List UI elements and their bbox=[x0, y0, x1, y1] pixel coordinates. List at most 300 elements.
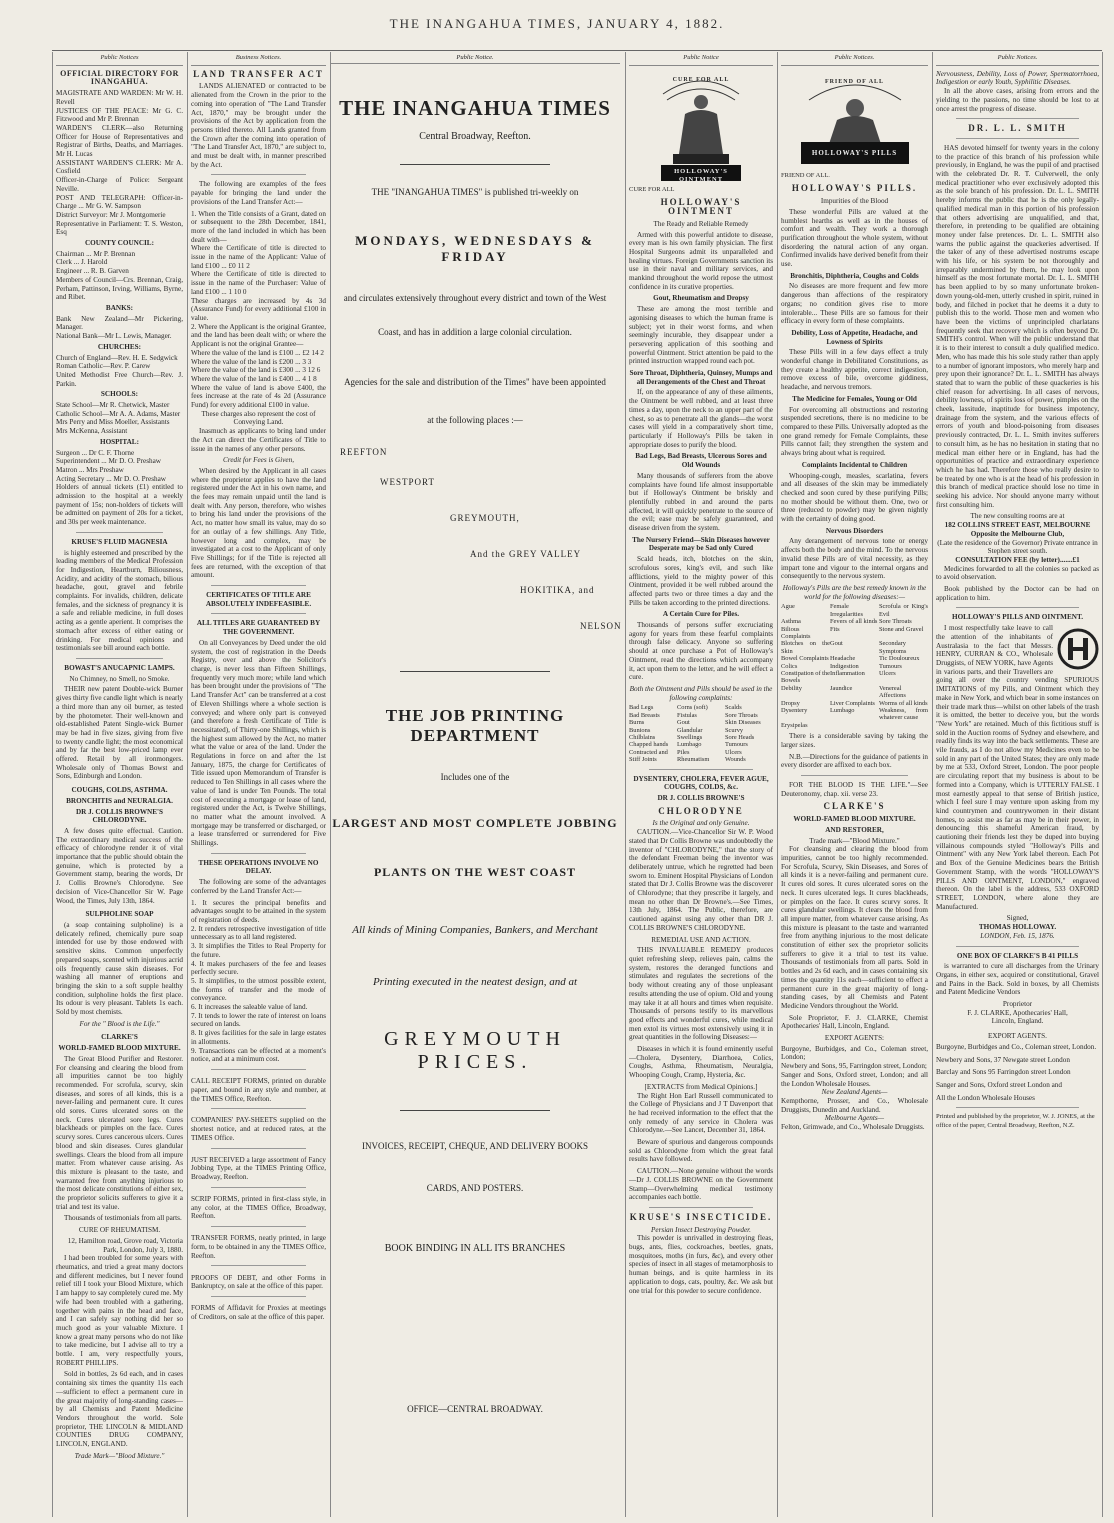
churches-line: Roman Catholic—Rev. P. Carew bbox=[56, 362, 151, 371]
holloway-title: HOLLOWAY'S PILLS AND OINTMENT. bbox=[952, 613, 1083, 622]
ointment-sub: The Ready and Reliable Remedy bbox=[653, 219, 749, 228]
complaint: Lumbago bbox=[677, 741, 702, 749]
bronchitis-text: No diseases are more frequent and few more dangerous than affections of the respiratory organs; no condition gives rise to more intolerable... These Pills are so famous for their efficacy in every form of these complaints. bbox=[781, 282, 928, 326]
separator bbox=[211, 613, 306, 614]
fees-intro: The following are examples of the fees payable for bringing the land under the provisions of the Land Transfer Act:— bbox=[191, 180, 326, 206]
county-line: Chairman ... Mr P. Brennan bbox=[56, 249, 136, 258]
column-public-notices-3 bbox=[936, 54, 1099, 1514]
column-rule bbox=[187, 52, 188, 1517]
churches-line: United Methodist Free Church—Rev. J. Parkin. bbox=[56, 370, 183, 388]
places-intro: at the following places :— bbox=[427, 415, 523, 425]
export-line: Newbery and Sons, 95, Farringdon street, London; bbox=[781, 1062, 927, 1071]
column-head: Public Notices bbox=[56, 54, 183, 66]
separator bbox=[956, 946, 1079, 947]
fees-line: 2. Where the Applicant is the original Grantee, and the land has been dealt with; or where the Applicant is not the original Grantee— bbox=[191, 322, 326, 349]
fees-line: Where the value of land is above £400, the fees increase at the rate of 4s 2d (Assurance Fund) for every additional £100 in value. bbox=[191, 383, 326, 410]
paper-address: Central Broadway, Reefton. bbox=[419, 131, 531, 142]
directory-line: Representative in Parliament: T. S. Weston, Esq bbox=[56, 219, 183, 237]
clarke-text: For cleansing and clearing the blood from impurities, cannot be too highly recommended. For Scrofula, Scurvy, Skin Diseases, and Sores of all kinds it is a never-failing and permanent cure. It cures old sores. It cures ulcerated sores on the neck. It cures ulcerated legs. It cures blackheads, or pimples on the face. It cures scurvy sores. It cures glandular swellings. It clears the blood from all impure matter, from whatever cause arising. As this mixture is pleasant to the taste and warranted free from anything injurious to the most delicate constitution of either sex the proprietor solicits sufferers to give it a trial to test its value. Thousands of testimonials from all parts. Sold in bottles and 2s 6d each, and in cases containing six times the quantity 11s each—sufficient to effect a permanent cure in the great majority of long-standing cases, by all Chemists and Patent Medicine Vendors throughout the World. bbox=[781, 845, 928, 1010]
ointment-title: HOLLOWAY'S OINTMENT bbox=[660, 197, 742, 217]
disease-table bbox=[781, 603, 928, 729]
remedial: REMEDIAL USE AND ACTION. bbox=[651, 935, 751, 944]
invaluable: THIS INVALUABLE REMEDY produces quiet refreshing sleep, relieves pain, calms the system, restores the deranged functions and stimulates and regulates the secretions of the body without creating any of those unpleasant results attending the use of opium. Old and young may take it at all hours and times when requisite. Thousands of persons testify to its marvellous good effects and wonderful cures, while medical men extol its virtues most extensively using it in great quantities in the following Diseases:— bbox=[629, 946, 773, 1042]
disease: Erysipelas bbox=[781, 721, 808, 729]
directory-title: OFFICIAL DIRECTORY FOR INANGAHUA. bbox=[60, 68, 179, 87]
clarke-ad bbox=[56, 1033, 183, 1460]
place: WESTPORT bbox=[380, 477, 435, 487]
bronchitis-title: BRONCHITIS and NEURALGIA. bbox=[66, 796, 173, 805]
export-line: Felton, Grimwade, and Co., Wholesale Druggists. bbox=[781, 1123, 925, 1132]
chlorodyne-text: A few doses quite effectual. Caution. The extraordinary medical success of the efficacy of chlorodyne render it of vital importance that the public should obtain the genuine, which is protected by a Government stamp, bearing the words, Dr J. Collis Browne's Chlorodyne. See decision of Vice-Chancellor Sir W. Page Wood, the Times, July 13th, 1864. bbox=[56, 826, 183, 905]
world-blood: WORLD-FAMED BLOOD MIXTURE. bbox=[793, 815, 916, 824]
disease: Indigestion bbox=[830, 662, 859, 670]
proofs: PROOFS OF DEBT, and other Forms in Bankruptcy, on sale at the office of this paper. bbox=[191, 1273, 326, 1291]
complaint: Corns (soft) bbox=[677, 704, 708, 712]
complaint: Contracted and bbox=[629, 748, 668, 756]
kruse-title: KRUSE'S FLUID MAGNESIA bbox=[71, 537, 168, 546]
useful-note: Both the Ointment and Pills should be used in the following complaints: bbox=[629, 684, 773, 702]
disease: Bowel Complaints bbox=[781, 655, 829, 663]
disease: Venereal Affections bbox=[879, 684, 906, 700]
complaint: Sore Throats bbox=[725, 711, 758, 719]
pills-text: These wonderful Pills are valued at the humblest hearths as well as in the houses of comfort and wealth. They work a thorough purification throughout the whole system, without disordering the natural action of any organ. Confirmed invalids have derived benefit from their use. bbox=[781, 207, 928, 269]
sore-title: Sore Throat, Diphtheria, Quinsey, Mumps and all Derangements of the Chest and Throat bbox=[629, 369, 773, 386]
column-rule bbox=[1102, 52, 1103, 1517]
county-title: COUNTY COUNCIL: bbox=[84, 239, 154, 248]
nervous-text: Any derangement of nervous tone or energy affects both the body and the mind. To the nervous invalid these Pills are of vital necessity, as they impart tone and vigour to the internal organs and consequently to the nervous system. bbox=[781, 537, 928, 581]
remitted: Medicines forwarded to all the colonies so packed as to avoid observation. bbox=[936, 564, 1099, 582]
disease: Sore Throats bbox=[879, 618, 912, 626]
cure-of: CURE OF RHEUMATISM. bbox=[78, 1226, 161, 1235]
nb: N.B.—Directions for the guidance of patients in every disorder are affixed to each box. bbox=[781, 752, 928, 770]
complaint: Ulcers bbox=[725, 748, 742, 756]
pills-sub: Impurities of the Blood bbox=[820, 197, 889, 206]
emblem-top: FRIEND OF ALL bbox=[824, 78, 885, 85]
complaint: Bad Breasts bbox=[629, 711, 660, 719]
disease: Inflammation bbox=[830, 670, 865, 677]
disease: Colics bbox=[781, 662, 798, 670]
world-famed: Holloway's Pills are the best remedy known in the world for the following diseases:— bbox=[782, 583, 927, 601]
separator bbox=[211, 1265, 306, 1266]
place: And the GREY VALLEY bbox=[470, 549, 582, 559]
holloway-notice bbox=[936, 613, 1099, 940]
fees-line: Where the value of the land is £400 ... 4 1 8 bbox=[191, 374, 317, 383]
hospital-line: Surgeon ... Dr C. F. Thorne bbox=[56, 448, 135, 457]
one-box-text: is warranted to cure all discharges from the Urinary Organs, in either sex, acquired or constitutional, Gravel and Pains in the Back. Sold in boxes, by all Chemists and Patent Medicine Vendors bbox=[936, 962, 1099, 997]
inasmuch: Inasmuch as applicants to bring land under the Act can direct the Certificates of Title to issue in the names of any other persons. bbox=[191, 427, 326, 453]
job-title: THE JOB PRINTING DEPARTMENT bbox=[385, 706, 565, 745]
place: REEFTON bbox=[340, 447, 388, 457]
clarke-pills-ad bbox=[936, 952, 1099, 1103]
churches-title: CHURCHES: bbox=[97, 342, 142, 351]
cards: CARDS, AND POSTERS. bbox=[426, 1183, 524, 1193]
schools-line: Mrs Perry and Miss Moeller, Assistants bbox=[56, 418, 170, 427]
proprietor: Proprietor bbox=[1002, 1000, 1033, 1009]
disease: Secondary Symptoms bbox=[879, 640, 907, 655]
includes: Includes one of the bbox=[440, 772, 510, 782]
emblem-caption: FRIEND OF ALL. bbox=[781, 171, 830, 179]
trade-mark-h-icon bbox=[1057, 628, 1099, 670]
piles-text: Thousands of persons suffer excruciating agony for years from these fearful complaints through false delicacy. Anyone so suffering should at once purchase a Pot of Holloway's Ointment, read the directions which accompany it, act upon them to the letter, and he will effect a cure. bbox=[629, 621, 773, 682]
county-line: Members of Council—Crs. Brennan, Craig, Perham, Pattinson, Irving, Williams, Byrne, and Ribet. bbox=[56, 275, 183, 302]
operations-intro: The following are some of the advantages conferred by the Land Transfer Act:— bbox=[191, 878, 326, 895]
place: HOKITIKA, and bbox=[520, 585, 595, 595]
cert-title: CERTIFICATES OF TITLE ARE ABSOLUTELY INDEFEASIBLE. bbox=[205, 591, 312, 608]
diseases-note: Diseases in which it is found eminently useful—Cholera, Dysentery, Diarrhoea, Colics, Coughs, Asthma, Rheumatism, Neuralgia, Whooping Cough, Cramp, Hysteria, &c. bbox=[629, 1045, 773, 1080]
land-text: LANDS ALIENATED or contracted to be alienated from the Crown in the prior to the coming into operation of "The Land Transfer Act, 1870," may be brought under the provisions of the Act by application from the persons titled thereto. All Lands granted from the Crown after the coming into operation of "The Land Transfer Act, 1870," are subject to, and must be dealt with, in manner prescribed by the Act. bbox=[191, 82, 326, 169]
separator bbox=[400, 164, 550, 165]
beware: Beware of spurious and dangerous compounds sold as Chlorodyne from which the great fatal results have followed. bbox=[629, 1138, 773, 1164]
proprietor-place: Lincoln, England. bbox=[991, 1017, 1044, 1026]
column-head: Business Notices. bbox=[191, 54, 326, 66]
hospital-line: Acting Secretary ... Mr D. O. Preshaw bbox=[56, 474, 166, 483]
piles-title: A Certain Cure for Piles. bbox=[662, 610, 740, 619]
directory-line: ASSISTANT WARDEN'S CLERK: Mr A. Cosfield bbox=[56, 158, 183, 176]
clarke-sub: WORLD-FAMED BLOOD MIXTURE. bbox=[58, 1044, 181, 1053]
fees-line: Where the Certificate of title is directed to issue in the name of the Purchaser: Value of land £100 ... 1 10 0 bbox=[191, 270, 326, 296]
separator bbox=[211, 174, 306, 175]
disease: Blotches on the Skin bbox=[781, 640, 830, 655]
females: The Medicine for Females, Young or Old bbox=[792, 394, 917, 403]
clarkes: CLARKE'S bbox=[823, 801, 886, 812]
one-box-title: ONE BOX OF CLARKE'S B 41 PILLS bbox=[956, 951, 1079, 960]
column-head: Public Notice. bbox=[330, 54, 620, 64]
disease: Dropsy bbox=[781, 699, 800, 707]
testimonials: Thousands of testimonials from all parts. bbox=[64, 1214, 182, 1223]
land-transfer-ad bbox=[191, 70, 326, 1064]
separator bbox=[211, 1148, 306, 1149]
export-line: Sanger and Sons, Oxford street London and bbox=[936, 1080, 1062, 1089]
intro: In all the above cases, arising from errors and the yielding to the passions, no time should be lost to at once arrest the progress of disease. bbox=[936, 87, 1099, 113]
greymouth-prices: GREYMOUTH PRICES. bbox=[384, 1028, 566, 1073]
transfer-forms: TRANSFER FORMS, neatly printed, in large form, to be obtained in any the TIMES Office, Reefton. bbox=[191, 1234, 326, 1260]
fees-line: Where the value of the land is £300 ... 3 12 6 bbox=[191, 366, 321, 375]
separator bbox=[649, 1207, 753, 1208]
separator bbox=[211, 1069, 306, 1070]
holloway-ointment-ad bbox=[629, 198, 773, 763]
disease: Stone and Gravel bbox=[879, 625, 924, 633]
chlorodyne-word: CHLORODYNE bbox=[658, 805, 744, 816]
schools-line: Catholic School—Mr A. A. Adams, Master bbox=[56, 409, 181, 418]
book: Book published by the Doctor can be had on application to him. bbox=[936, 585, 1099, 602]
banks-line: National Bank—Mr L. Lewis, Manager. bbox=[56, 332, 172, 341]
export-line: Burgoyne, Burbidges, and Co., Coleman street, London; bbox=[781, 1044, 928, 1062]
column-head: Public Notices. bbox=[781, 54, 928, 66]
printed-by: Printed and published by the proprietor, W. J. JONES, at the office of the paper, Central Broadway, Reefton, N.Z. bbox=[936, 1113, 1095, 1130]
hospital-title: HOSPITAL: bbox=[99, 437, 139, 446]
book-binding: BOOK BINDING IN ALL ITS BRANCHES bbox=[384, 1243, 566, 1254]
separator bbox=[956, 138, 1079, 139]
times-advertisement bbox=[330, 54, 620, 1514]
separator bbox=[956, 607, 1079, 608]
nursery-text: Scald heads, itch, blotches on the skin, scrofulous sores, king's evil, and such like afflictions, yield to the mighty power of this Ointment, provided it be well rubbed around the affected parts two or three times a day and the Pills be taken according to the printed directions. bbox=[629, 555, 773, 607]
dr-smith-ad bbox=[936, 70, 1099, 603]
coughs-title: COUGHS, COLDS, ASTHMA. bbox=[71, 786, 168, 795]
separator bbox=[649, 769, 753, 770]
dr-text: HAS devoted himself for twenty years in the colony to the practice of this branch of his profession while previously, in England, he was the pupil of and practised with the celebrated Dr. R. T. Culverwell, the only medical practitioner who ever exclusively adopted this as the sole branch of his profession. Dr. L. L. SMITH hereby informs the public that he is the only legally-qualified medical man in this portion of his profession that others advertising are unqualified, and that, therefore, in pretending to be qualified are obtaining money under false pretences. Dr. L. L. SMITH also warns the public against the quackeries advertised. If the taker of any of these advertised nostrums escape with his life, or his system be not thoroughly and irreparably undermined by them, he may look upon himself as the most fortunate mortal. Dr. L. L. SMITH has been applied to by so many unfortunate broken-down young-old-men, utterly crushed in spirit, ruined in body, and filched in pocket that he deems it a duty to publish this to the world. Those men and women who have been the victims of unprincipled charlatans frequently seek that recovery which is often beyond Dr. SMITH's control. When will the public understand that it is to their interest to consult a duly qualified medico. Men, who has made this his sole study rather than apply to a number of ignorant impostors, who merely harp and prey upon their ignorance? Dr. L. L. SMITH has always stated that to warn the public of these quackeries is his chief reason for advertising. In all cases of nervous, debility lowness, of spirits loss of power, pimples on the cheek, lassitude, inaptitude for business impotency, drainage from the system, and the various effects of errors of youth and blood-poisoning from diseases previously contracted, Dr. L. L. Smith invites sufferers to consult him, as he has no hesitation in stating that no medical man either here or in England, has had the opportunities of practice and extraordinary experience which he has had. Therefore those who really desire to be treated by one who is at the head of his profession in this branch of medical practice should lose no time in seeking his advice. Nor should anyone marry without first consulting him. bbox=[936, 143, 1099, 509]
holloway-pills-ad bbox=[781, 184, 928, 770]
disease bbox=[830, 722, 879, 729]
directory-line: District Surveyor: Mr J. Montgomerie bbox=[56, 210, 166, 219]
export-line: Melbourne Agents— bbox=[824, 1114, 885, 1123]
blood-life: FOR THE BLOOD IS THE LIFE."—See Deuteronomy, chap. xii. verse 23. bbox=[781, 781, 928, 798]
sulpholine-ad bbox=[56, 910, 183, 1028]
directory-line: Officer-in-Charge of Police: Sergeant Neville. bbox=[56, 176, 183, 193]
bronchitis: Bronchitis, Diphtheria, Coughs and Colds bbox=[790, 271, 919, 280]
separator bbox=[211, 1108, 306, 1109]
credit-text: When desired by the Applicant in all cases where the proprietor applies to have the land registered under the Act in his own name, and the fees may remain unpaid until the land is dealt with. Any person, therefore, who wishes to bring his land under the provisions of the Act, no matter how small its value, may do so for an outlay of a few shillings. Any Title, however long and complex, may be investigated at a cost to the Applicant of only Five Shillings; for if the Title is rejected all fees are returned, with the exception of that amount. bbox=[191, 466, 326, 580]
separator bbox=[211, 585, 306, 586]
and-restorer: AND RESTORER, bbox=[825, 825, 884, 834]
lamps-ad bbox=[56, 664, 183, 781]
fees-line: Where the value of the land is £100 ... £2 14 2 bbox=[191, 348, 324, 357]
disease: Asthma bbox=[781, 618, 801, 626]
invoices: INVOICES, RECEIPT, CHEQUE, AND DELIVERY BOOKS bbox=[362, 1141, 588, 1151]
disease: Tic Douloureux bbox=[879, 655, 920, 663]
holloway-text: I most respectfully take leave to call the attention of the inhabitants of Australasia to the fact that Messrs. HENRY, CURRAN & CO., Wholesale Druggists, of NEW YORK, have Agents in various parts, and their Travellers are going all over the country vending SPURIOUS IMITATIONS of my Pills, and Ointment which they make in New York, and which bear in some instances on their trade mark thus—whilst on other labels of the trash it is omitted, the better to deceive you, but the words "New York" are retained. Much of this fictitious stuff is sold in the Auction rooms of Sydney and elsewhere, and readily finds its way into the back settlements. These are vile frauds, as I do not allow my Medicines even to be sold in any part of the United States; they are only made by me at 533, Oxford Street, London. The poor people are circulating report that my business is about to be formed into a Company, which is UTTERLY FALSE. I most earnestly appeal to that sense of British justice, which I feel sure I may venture upon asking from my kind countrymen and countrywomen in their distant homes, to assist me as far as may be in their power, in denouncing this shameful American fraud, by cautioning their friends lest they be duped into buying villainous compounds styled "Holloway's Pills and Ointment" with any New York label thereon. Each Pot and Box of the Genuine Medicines bears the British Government Stamp, with the words "HOLLOWAY'S PILLS AND OINTMENT, LONDON," engraved thereon. On the label is the address, 533 OXFORD STREET, LONDON, where alone they are Manufactured. bbox=[936, 624, 1099, 911]
disease: Jaundice bbox=[830, 684, 853, 692]
operations-item: 8. It gives facilities for the sale in large estates in allotments. bbox=[191, 1029, 326, 1046]
official-directory bbox=[56, 70, 183, 527]
complaint: Rheumatism bbox=[677, 756, 710, 764]
letter: I had been troubled for some years with rheumatics, and tried a great many doctors and different medicines, but I never found relief till I took your Blood Mixture, which I am happy to say completely cured me. My wife had been troubled with a gathering, together with pains in the head and face, and I can safely say nothing did her so much good as your valuable Mixture. I know a great many persons who do not like to take medicine, but I advise all to try a bottle. I am, very respectfully yours, ROBERT PHILLIPS. bbox=[56, 1254, 183, 1367]
caution-two: CAUTION.—None genuine without the words—Dr J. COLLIS BROWNE on the Government Stamp—Overwhelming medical testimony accompanies each bottle. bbox=[629, 1167, 773, 1202]
operations-item: 9. Transactions can be effected at a moment's notice, and at a minimum cost. bbox=[191, 1046, 326, 1064]
insecticide-sub: Persian Insect Destroying Powder. bbox=[651, 1225, 751, 1234]
complaint: Sore Heads bbox=[725, 734, 755, 741]
clarke-text: The Great Blood Purifier and Restorer. For cleansing and clearing the blood from all impurities cannot be too highly recommended. For scrofula, scurvy, skin diseases, and sores of all kinds, this is a never-failing and permanent cure. It cures old sores. Cures ulcerated sores on the neck. Cures ulcerated sore legs. Cures blackheads or pimples on the face. Cures scurvy sores. Cures cancerous ulcers. Cures blood and skin diseases. Cures glandular swellings. Clears the blood from all impure matter. From whatever cause arising. As this mixture is pleasant to the taste, and warranted free from anything injurious to the most delicate constitutions of either sex, the proprietor solicits sufferers to give it a trial and test its value. bbox=[56, 1054, 183, 1211]
complaint: Bad Legs bbox=[629, 704, 654, 712]
chlorodyne-title: DR J. COLLIS BROWNE'S CHLORODYNE. bbox=[75, 807, 164, 825]
column-public-notices bbox=[56, 54, 183, 1514]
consult-address: 182 COLLINS STREET EAST, MELBOURNE Opposite the Melbourne Club, bbox=[944, 521, 1091, 538]
chlorodyne-ad bbox=[56, 786, 183, 905]
separator bbox=[76, 658, 163, 659]
fees-line: These charges also represent the cost of Conveying Land. bbox=[201, 409, 316, 427]
scrip-forms: SCRIP FORMS, printed in first-class style, in any color, at the TIMES Office, Broadway, Reefton. bbox=[191, 1195, 326, 1221]
top-rule bbox=[52, 50, 1102, 51]
complaint: Wounds bbox=[725, 756, 746, 764]
office: OFFICE—CENTRAL BROADWAY. bbox=[407, 1404, 543, 1414]
schools-title: SCHOOLS: bbox=[100, 390, 139, 399]
pills-title: HOLLOWAY'S PILLS. bbox=[791, 183, 918, 194]
agencies: Agencies for the sale and distribution of the Times" have been appointed bbox=[344, 377, 606, 387]
complaint: Piles bbox=[677, 748, 690, 756]
column-rule bbox=[625, 52, 626, 1517]
children: Complaints Incidental to Children bbox=[801, 460, 908, 469]
lamps-text: THEIR new patent Double-wick Burner gives thirty five candle light which is nearly a third more than any oil burner, as tested by the photometer. Their well-known and old-established Patent Single-wick Burner may be had in five sizes, giving from five to twenty candle light; the most economical and by far the best low-priced lamp ever offered. Retail by all ironmongers. Wholesale only of Thomas Bowst and Sons, Edinburgh and London. bbox=[56, 685, 183, 781]
column-head: Public Notice bbox=[629, 54, 773, 66]
fees-line: Where the Certificate of title is directed to issue in the name of the Applicant: Value of land £100 ... £0 11 2 bbox=[191, 244, 326, 270]
receipt-forms: CALL RECEIPT FORMS, printed on durable paper, and bound in any style and number, at the TIMES Office, Reefton. bbox=[191, 1077, 326, 1103]
largest: LARGEST AND MOST COMPLETE JOBBING bbox=[332, 816, 618, 830]
females-text: For overcoming all obstructions and restoring suspended secretions, there is no medicine to be compared to these Pills. Universally adopted as the one grand remedy for Female Complaints, these Pills cannot fail; they strengthen the system and always bring about what is required. bbox=[781, 405, 928, 458]
complaint: Scalds bbox=[725, 704, 742, 712]
nervousness: Nervousness, Debility, Loss of Power, Spermatorrhoea, Indigestion or early Youth, Syphilitic Diseases. bbox=[936, 69, 1099, 87]
directory-line: WARDEN'S CLERK—also Returning Officer for House of Representatives and Registrar of Births, Deaths, and Marriages. Mr H. Lucas bbox=[56, 123, 183, 159]
debility: Debility, Loss of Appetite, Headache, and Lowness of Spirits bbox=[791, 328, 918, 346]
schools-line: Mrs McKenna, Assistant bbox=[56, 427, 128, 436]
lamps-title: BOWAST'S ANUCAPNIC LAMPS. bbox=[64, 664, 175, 672]
bad-legs-text: Many thousands of sufferers from the above complaints have found life almost insupportable but if Holloway's Ointment be briskly and plentifully rubbed in and around the parts affected, it will quickly penetrate to the source of the evil; ease may be safely guaranteed, and disease driven from the system. bbox=[629, 471, 773, 533]
signer: THOMAS HOLLOWAY. bbox=[978, 923, 1057, 932]
insecticide-title: KRUSE'S INSECTICIDE. bbox=[629, 1211, 773, 1222]
disease: Gout bbox=[830, 640, 843, 648]
blood-ref: For the " Blood is the Life." bbox=[79, 1019, 160, 1028]
complaint: Chapped hands bbox=[629, 741, 669, 749]
emblem-caption: CURE FOR ALL bbox=[629, 185, 675, 193]
operations-item: 5. It simplifies, to the utmost possible extent, the forms of transfer and the mode of conveyance. bbox=[191, 976, 326, 1003]
export-title: EXPORT AGENTS. bbox=[988, 1032, 1047, 1041]
disease: Ulcers bbox=[879, 670, 896, 677]
disease: Headache bbox=[830, 655, 856, 663]
nursery-title: The Nursery Friend—Skin Diseases however Desperate may be Sad only Cured bbox=[632, 535, 770, 553]
directory-line: POST AND TELEGRAPH: Officer-in-Charge ... Mr G. W. Sampson bbox=[56, 193, 183, 211]
disease: Dysentery bbox=[781, 707, 808, 715]
separator bbox=[211, 853, 306, 854]
credit-title: Credit for Fees is Given, bbox=[223, 456, 294, 465]
debility-text: These Pills will in a few days effect a truly wonderful change in Debilitated Constitutions, as they create a healthy appetite, correct indigestion, remove excess of bile, overcome giddiness, headache, and nervous tremors. bbox=[781, 348, 928, 392]
insecticide-text: This powder is unrivalled in destroying fleas, bugs, ants, flies, cockroaches, beetles, gnats, mosquitoes, moths (in furs, &c), and every other species of insect in all stages of metamorphosis to human beings, and is quite harmless in its application to dogs, cats, poultry, &c. We ask but one trial for this powder to secure confidence. bbox=[629, 1234, 773, 1295]
operations-item: 1. It secures the principal benefits and advantages sought to be attained in the system of registration of deeds. bbox=[191, 898, 326, 924]
pay-sheets: COMPANIES' PAY-SHEETS supplied on the shortest notice, and at reduced rates, at the TIMES Office. bbox=[191, 1116, 326, 1142]
complaint: Swellings bbox=[677, 734, 703, 741]
disease: Bilious Complaints bbox=[781, 625, 811, 640]
disease: Weakness, from whatever cause bbox=[879, 707, 928, 722]
lamps-sub: No Chimney, no Smell, no Smoke. bbox=[69, 674, 170, 683]
county-line: Clerk ... J. Harold bbox=[56, 258, 108, 267]
banks-line: Bank New Zealand—Mr Pickering, Manager. bbox=[56, 314, 183, 332]
place: NELSON bbox=[580, 621, 622, 631]
complaint: Scurvy bbox=[725, 726, 744, 734]
caution-text: CAUTION.—Vice-Chancellor Sir W. P. Wood stated that Dr Collis Browne was undoubtedly the inventor of "CHLORODYNE," that the story of the defendant Freeman being the inventor was deliberately untrue, which he regretted had been sworn to. Eminent Hospital Physicians of London stated that Dr J. Collis Browne was the discoverer of Chlorodyne; that they prescribe it largely, and mean no other than Dr Browne's.—See Times, 13th July, 1864. The Public, therefore, are cautioned against using any other than DR J. COLLIS BROWNE'S CHLORODYNE. bbox=[629, 828, 773, 932]
extracts-text: The Right Hon Earl Russell communicated to the College of Physicians and J T Davenport that he had received information to the effect that the only remedy of any service in Cholera was Chlorodyne.—See Lancet, December 31, 1864. bbox=[629, 1091, 773, 1135]
disease: Ague bbox=[781, 603, 795, 611]
publication-days: MONDAYS, WEDNESDAYS & FRIDAY bbox=[355, 233, 595, 264]
hospital-line: Holders of annual tickets (£1) entitled to admission to the hospital at a weekly payment of 15s; non-holders of tickets will be admitted on payment of 20s for a ticket, and 30s per week maintenance. bbox=[56, 483, 183, 527]
complaint: Bunions bbox=[629, 726, 651, 734]
holloway-pills-emblem bbox=[795, 74, 915, 170]
fees-line: 1. When the Title consists of a Grant, dated on or subsequent to the 28th December, 1841, more of the land included in which has been dealt with— bbox=[191, 209, 326, 244]
separator bbox=[211, 1226, 306, 1227]
operations-item: 2. It renders retrospective investigation of title unnecessary as to all land registered. bbox=[191, 924, 326, 942]
column-business-notices bbox=[191, 54, 326, 1514]
disease: Scrofula or King's Evil bbox=[879, 603, 928, 618]
gout-title: Gout, Rheumatism and Dropsy bbox=[653, 294, 749, 303]
mining: All kinds of Mining Companies, Bankers, and Merchant bbox=[352, 924, 598, 936]
separator bbox=[76, 532, 163, 533]
trade-mark: Trade mark—"Blood Mixture." bbox=[809, 836, 900, 845]
separator bbox=[211, 1296, 306, 1297]
disease bbox=[879, 722, 928, 729]
operations-title: THESE OPERATIONS INVOLVE NO DELAY. bbox=[198, 858, 319, 876]
nervous: Nervous Disorders bbox=[825, 526, 884, 535]
consult: The new consulting rooms are at bbox=[970, 512, 1065, 521]
place: GREYMOUTH, bbox=[450, 513, 520, 523]
column-rule bbox=[777, 52, 778, 1517]
fees-line: These charges are increased by 4s 3d (Assurance Fund) for every additional £100 in value. bbox=[191, 296, 326, 322]
separator bbox=[211, 1187, 306, 1188]
consultation-fee: CONSULTATION FEE (by letter).......£1 bbox=[955, 555, 1080, 564]
schools-line: State School—Mr R. Chetwick, Master bbox=[56, 401, 170, 410]
operations-item: 7. It tends to lower the rate of interest on loans secured on lands. bbox=[191, 1011, 326, 1029]
export-line: Kempthorne, Prosser, and Co., Wholesale Druggists, Dunedin and Auckland. bbox=[781, 1096, 928, 1114]
operations-item: 3. It simplifies the Titles to Real Property for the future. bbox=[191, 942, 326, 959]
complaint: Glandular bbox=[677, 726, 703, 734]
gout-text: These are among the most terrible and agonising diseases to which the human frame is subject; yet in their worst forms, and when seemingly incurable, they disappear under a persevering application of this soothing and powerful Ointment. Strict attention be paid to the printed instruction wrapped round each pot. bbox=[629, 305, 773, 366]
clarke-title: CLARKE'S bbox=[101, 1033, 138, 1042]
paper-title: THE INANGAHUA TIMES bbox=[339, 96, 611, 120]
export-line: Barclay and Sons 95 Farringdon street London bbox=[936, 1068, 1071, 1077]
kruse-ad bbox=[56, 538, 183, 653]
masthead-title: THE INANGAHUA TIMES, JANUARY 4, 1882. bbox=[389, 16, 725, 31]
operations-item: 4. It makes purchasers of the fee and leases perfectly secure. bbox=[191, 959, 326, 977]
complaint: Tumours bbox=[725, 741, 748, 749]
complaint: Skin Diseases bbox=[725, 719, 761, 727]
sulpholine-text: (a soap containing sulpholine) is a delicately refined, chemically pure soap intended for use by those endowed with sensitive skins. Common unperfectly prepared soaps, scented with injurious acrid oils frequently cause skin diseases. For washing all manner of eruptions and bringing the skin to a soft supple healthy condition, sulpholine holds the first place. Its odour is very pleasant. Tablets 1s each. Sold by most chemists. bbox=[56, 920, 183, 1017]
proprietor-name: F. J. CLARKE, Apothecaries' Hall, bbox=[967, 1008, 1068, 1017]
signed: Signed, bbox=[1006, 914, 1029, 923]
operations-item: 6. It increases the saleable value of land. bbox=[191, 1003, 308, 1012]
conveyances-text: On all Conveyances by Deed under the old system, the cost of registration in the Deeds Registry, over and above the Solicitor's charge, is never less than Fifteen Shillings, frequently very much more; while land which has been brought under the provisions of "The Land Transfer Act" can be transferred at a cost of Eleven Shillings where a whole section is conveyed; and where only part is conveyed (and therefore a fresh Certificate of Title is necessitated), of Thirty-one Shillings, which is the highest sum allowed by the Act, no matter what the value or area of the land. Under the Regulations in force on and after the 1st January, 1875, the charge for Certificates of Title issued upon Memorandum of Transfer is reduced to Ten Shillings in all cases where the value of land is under Ten Pounds. The total cost of executing a mortgage or lease of land, registered under the Act, is Twelve Shillings, no matter what the amount involved. A mortgage may be transferred or discharged, or a lease transferred or surrendered for Five Shillings. bbox=[191, 638, 326, 848]
original: Is the Original and only Genuine. bbox=[652, 819, 750, 828]
column-public-notice bbox=[629, 54, 773, 1514]
emblem-label: HOLLOWAY'S PILLS bbox=[811, 148, 898, 157]
holloway-ointment-emblem bbox=[653, 74, 749, 184]
ointment-text: Armed with this powerful antidote to disease, every man is his own family physician. The first Hospital Surgeons admit its unparalleled and healing virtues. Foreign Governments sanction its use in their naval and military services, and mankind throughout the world repose the utmost confidence in its curative properties. bbox=[629, 230, 773, 291]
disease: Fits bbox=[830, 625, 840, 633]
complaints-table bbox=[629, 704, 773, 763]
export-line: All the London Wholesale Houses bbox=[936, 1093, 1035, 1102]
fees-line: Where the value of the land is £200 ... 3 3 bbox=[191, 357, 312, 366]
land-title: LAND TRANSFER ACT bbox=[193, 68, 324, 79]
county-line: Engineer ... R. B. Garven bbox=[56, 267, 129, 276]
sold: Sold in bottles, 2s 6d each, and in cases containing six times the quantity 11s each—sufficient to effect a permanent cure in the great majority of long-standing cases—by all Chemists and Patent Medicine Vendors throughout the world. Sole proprietor, THE LINCOLN & MIDLAND COUNTIES DRUG COMPANY, LINCOLN, ENGLAND. bbox=[56, 1370, 183, 1449]
emblem-label: HOLLOWAY'S OINTMENT bbox=[674, 167, 728, 184]
kruse-text: is highly esteemed and prescribed by the leading members of the Medical Profession for Indigestion, Heartburn, Biliousness, Acidity, and acidity of the stomach, bilious headache, gout, gravel and febrile complaints. For invalids, children, delicate females, and the sickness of pregnancy it is a safe and reliable medicine, in full doses acting as a gentle aperient. It comprises the stomach after excess of either eating or drinking. For medical opinions and testimonials see bill around each bottle. bbox=[56, 548, 183, 653]
banks-title: BANKS: bbox=[105, 303, 134, 312]
disease: Fevers of all kinds bbox=[830, 618, 878, 626]
complaint: Chilblains bbox=[629, 734, 656, 741]
separator bbox=[956, 1107, 1079, 1108]
collis-browne-ad bbox=[629, 775, 773, 1202]
churches-line: Church of England—Rev. H. E. Sedgwick bbox=[56, 353, 178, 362]
column-public-notices-2 bbox=[781, 54, 928, 1514]
column-rule bbox=[52, 52, 53, 1517]
printing-executed: Printing executed in the neatest design, and at bbox=[372, 976, 578, 988]
published-line: THE "INANGAHUA TIMES" is published tri-weekly on bbox=[371, 187, 579, 197]
plants: PLANTS ON THE WEST COAST bbox=[373, 865, 577, 879]
directory-line: JUSTICES OF THE PEACE: Mr G. C. Fitzwood and Mr P. Brennan bbox=[56, 106, 183, 124]
disease: Tumours bbox=[879, 662, 902, 670]
sole-prop: Sole Proprietor, F. J. CLARKE, Chemist Apothecaries' Hall, Lincoln, England. bbox=[781, 1013, 928, 1031]
export-line: Newbery and Sons, 37 Newgate street London bbox=[936, 1055, 1070, 1064]
disease: Lumbago bbox=[830, 707, 855, 715]
dysentery-title: DYSENTERY, CHOLERA, FEVER AGUE, COUGHS, COLDS, &c. bbox=[633, 774, 769, 792]
dr-collis: DR J. COLLIS BROWNE'S bbox=[657, 794, 745, 803]
column-rule bbox=[932, 52, 933, 1517]
hospital-line: Matron ... Mrs Preshaw bbox=[56, 465, 124, 474]
coast-line: Coast, and has in addition a large colonial circulation. bbox=[378, 327, 572, 337]
clarke-blood-ad bbox=[781, 781, 928, 1132]
complaint: Fistulas bbox=[677, 711, 697, 719]
circulates: and circulates extensively throughout every district and town of the West bbox=[343, 293, 607, 303]
signer-date: LONDON, Feb. 15, 1876. bbox=[980, 931, 1055, 940]
sulpholine-title: SULPHOLINE SOAP bbox=[85, 910, 154, 919]
saving: There is a considerable saving by taking the larger sizes. bbox=[781, 732, 928, 749]
dr-title: DR. L. L. SMITH bbox=[968, 123, 1067, 134]
disease: Worms of all kinds bbox=[879, 699, 928, 707]
